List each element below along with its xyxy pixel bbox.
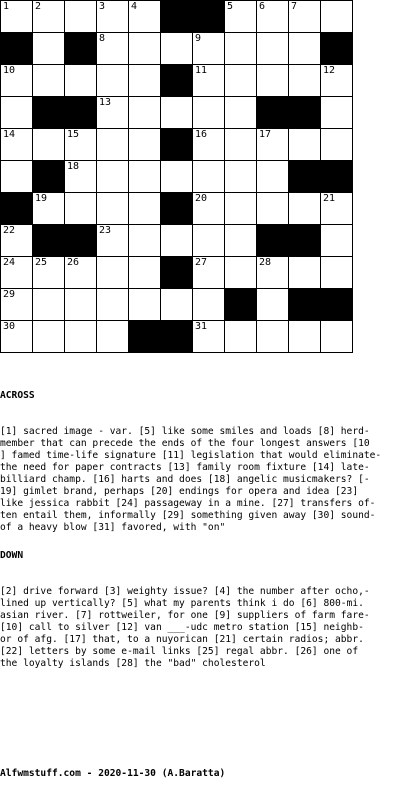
grid-cell[interactable] <box>193 33 225 65</box>
grid-cell[interactable] <box>65 257 97 289</box>
grid-cell[interactable] <box>1 1 33 33</box>
grid-cell[interactable] <box>65 161 97 193</box>
down-clue-line: [22] letters by some e-mail links [25] regal abbr. [26] one of <box>0 646 359 657</box>
grid-cell[interactable] <box>1 129 33 161</box>
grid-cell[interactable] <box>225 193 257 225</box>
across-clue-line: ] famed time-life signature [11] legislation that would eliminate- <box>0 450 382 461</box>
grid-cell[interactable] <box>193 257 225 289</box>
clue-number: 19 <box>35 193 48 204</box>
grid-cell[interactable] <box>321 321 353 353</box>
grid-cell[interactable] <box>65 65 97 97</box>
grid-cell[interactable] <box>129 97 161 129</box>
clue-number: 4 <box>131 1 138 12</box>
grid-cell[interactable] <box>289 257 321 289</box>
black-square <box>321 161 353 193</box>
grid-cell[interactable] <box>193 321 225 353</box>
black-square <box>321 33 353 65</box>
across-clue-line: like jessica rabbit [24] passageway in a mine. [27] transfers of- <box>0 498 376 509</box>
clue-number: 24 <box>3 257 16 268</box>
grid-cell[interactable] <box>257 321 289 353</box>
grid-cell[interactable] <box>257 161 289 193</box>
black-square <box>33 225 65 257</box>
grid-cell[interactable] <box>65 289 97 321</box>
black-square <box>193 1 225 33</box>
grid-row <box>1 1 353 33</box>
grid-cell[interactable] <box>193 289 225 321</box>
black-square <box>161 129 193 161</box>
grid-cell[interactable] <box>129 1 161 33</box>
clue-number: 30 <box>3 321 16 332</box>
clue-number: 29 <box>3 289 16 300</box>
grid-cell[interactable] <box>1 289 33 321</box>
grid-cell[interactable] <box>161 97 193 129</box>
grid-cell[interactable] <box>33 321 65 353</box>
grid-cell[interactable] <box>289 65 321 97</box>
grid-cell[interactable] <box>257 257 289 289</box>
grid-cell[interactable] <box>257 1 289 33</box>
grid-cell[interactable] <box>129 33 161 65</box>
grid-cell[interactable] <box>33 289 65 321</box>
grid-cell[interactable] <box>129 161 161 193</box>
black-square <box>257 97 289 129</box>
grid-row <box>1 129 353 161</box>
clue-number: 11 <box>195 65 208 76</box>
grid-cell[interactable] <box>97 97 129 129</box>
across-clue-line: ten entail them, informally [29] something given away [30] sound- <box>0 510 376 521</box>
grid-row <box>1 97 353 129</box>
black-square <box>225 289 257 321</box>
clue-number: 18 <box>67 161 80 172</box>
across-clue-line: of a heavy blow [31] favored, with "on" <box>0 522 226 533</box>
clue-number: 27 <box>195 257 208 268</box>
across-clue-line: the need for paper contracts [13] family room fixture [14] late- <box>0 462 370 473</box>
clue-number: 17 <box>259 129 272 140</box>
grid-cell[interactable] <box>257 289 289 321</box>
clue-number: 28 <box>259 257 272 268</box>
down-clue-line: or of afg. [17] that, to a nuyorican [21] certain radios; abbr. <box>0 634 364 645</box>
black-square <box>33 161 65 193</box>
clue-number: 13 <box>99 97 112 108</box>
grid-cell[interactable] <box>129 65 161 97</box>
clue-number: 15 <box>67 129 80 140</box>
grid-cell[interactable] <box>193 129 225 161</box>
grid-cell[interactable] <box>161 33 193 65</box>
grid-cell[interactable] <box>97 225 129 257</box>
footer-credit: Alfwmstuff.com - 2020-11-30 (A.Baratta) <box>0 768 226 779</box>
down-clue-line: lined up vertically? [5] what my parents think i do [6] 800-mi. <box>0 598 364 609</box>
clue-number: 3 <box>99 1 106 12</box>
grid-cell[interactable] <box>193 65 225 97</box>
grid-cell[interactable] <box>321 65 353 97</box>
grid-cell[interactable] <box>65 1 97 33</box>
clue-number: 2 <box>35 1 42 12</box>
clue-number: 12 <box>323 65 336 76</box>
grid-cell[interactable] <box>225 257 257 289</box>
grid-cell[interactable] <box>97 129 129 161</box>
grid-cell[interactable] <box>97 1 129 33</box>
grid-cell[interactable] <box>97 161 129 193</box>
across-clue-line: billiard champ. [16] harts and does [18] angelic musicmakers? [- <box>0 474 370 485</box>
grid-cell[interactable] <box>129 225 161 257</box>
across-clue-line: [1] sacred image - var. [5] like some smiles and loads [8] herd- <box>0 426 370 437</box>
black-square <box>161 65 193 97</box>
grid-cell[interactable] <box>225 225 257 257</box>
grid-cell[interactable] <box>321 97 353 129</box>
grid-row <box>1 161 353 193</box>
grid-cell[interactable] <box>33 193 65 225</box>
grid-cell[interactable] <box>161 161 193 193</box>
black-square <box>161 193 193 225</box>
grid-cell[interactable] <box>129 129 161 161</box>
grid-cell[interactable] <box>97 193 129 225</box>
grid-cell[interactable] <box>1 97 33 129</box>
grid-cell[interactable] <box>97 289 129 321</box>
grid-cell[interactable] <box>225 33 257 65</box>
grid-cell[interactable] <box>65 129 97 161</box>
black-square <box>129 321 161 353</box>
down-clue-line: the loyalty islands [28] the "bad" cholesterol <box>0 658 266 669</box>
grid-cell[interactable] <box>161 225 193 257</box>
clue-number: 8 <box>99 33 106 44</box>
black-square <box>161 1 193 33</box>
grid-cell[interactable] <box>225 161 257 193</box>
black-square <box>1 33 33 65</box>
grid-cell[interactable] <box>1 225 33 257</box>
black-square <box>289 225 321 257</box>
black-square <box>289 97 321 129</box>
clue-number: 31 <box>195 321 208 332</box>
clue-number: 6 <box>259 1 266 12</box>
grid-cell[interactable] <box>289 33 321 65</box>
grid-cell[interactable] <box>225 1 257 33</box>
grid-cell[interactable] <box>193 161 225 193</box>
down-clue-line: [10] call to silver [12] van ___-udc metro station [15] neighb- <box>0 622 364 633</box>
grid-cell[interactable] <box>321 193 353 225</box>
grid-row <box>1 257 353 289</box>
grid-cell[interactable] <box>33 33 65 65</box>
black-square <box>65 97 97 129</box>
grid-cell[interactable] <box>225 65 257 97</box>
across-clue-line: member that can precede the ends of the four longest answers [10 <box>0 438 370 449</box>
grid-cell[interactable] <box>129 193 161 225</box>
grid-cell[interactable] <box>161 289 193 321</box>
grid-cell[interactable] <box>193 97 225 129</box>
grid-cell[interactable] <box>289 193 321 225</box>
grid-cell[interactable] <box>33 1 65 33</box>
grid-row <box>1 33 353 65</box>
grid-row <box>1 225 353 257</box>
down-heading: DOWN <box>0 550 24 561</box>
grid-cell[interactable] <box>321 257 353 289</box>
grid-cell[interactable] <box>257 33 289 65</box>
grid-cell[interactable] <box>97 257 129 289</box>
black-square <box>289 289 321 321</box>
clue-number: 26 <box>67 257 80 268</box>
clue-number: 9 <box>195 33 202 44</box>
clue-number: 21 <box>323 193 336 204</box>
clue-number: 20 <box>195 193 208 204</box>
grid-cell[interactable] <box>65 321 97 353</box>
grid-cell[interactable] <box>225 97 257 129</box>
grid-cell[interactable] <box>65 193 97 225</box>
grid-cell[interactable] <box>33 129 65 161</box>
clue-number: 25 <box>35 257 48 268</box>
grid-cell[interactable] <box>1 161 33 193</box>
grid-cell[interactable] <box>257 65 289 97</box>
grid-cell[interactable] <box>129 257 161 289</box>
grid-cell[interactable] <box>1 257 33 289</box>
grid-cell[interactable] <box>225 321 257 353</box>
down-clues <box>0 526 398 682</box>
grid-cell[interactable] <box>97 65 129 97</box>
grid-cell[interactable] <box>97 321 129 353</box>
black-square <box>161 257 193 289</box>
grid-row <box>1 321 353 353</box>
grid-cell[interactable] <box>289 1 321 33</box>
grid-cell[interactable] <box>321 129 353 161</box>
clue-number: 14 <box>3 129 16 140</box>
black-square <box>1 193 33 225</box>
grid-cell[interactable] <box>193 193 225 225</box>
grid-cell[interactable] <box>33 257 65 289</box>
clue-number: 7 <box>291 1 298 12</box>
across-clues <box>0 366 398 546</box>
grid-cell[interactable] <box>321 225 353 257</box>
clue-number: 5 <box>227 1 234 12</box>
black-square <box>161 321 193 353</box>
grid-row <box>1 289 353 321</box>
black-square <box>257 225 289 257</box>
black-square <box>33 97 65 129</box>
across-clue-line: 19] gimlet brand, perhaps [20] endings for opera and idea [23] <box>0 486 359 497</box>
clue-number: 1 <box>3 1 10 12</box>
grid-cell[interactable] <box>225 129 257 161</box>
grid-cell[interactable] <box>33 65 65 97</box>
grid-cell[interactable] <box>1 65 33 97</box>
clue-number: 16 <box>195 129 208 140</box>
down-clue-line: asian river. [7] rottweiler, for one [9] suppliers of farm fare- <box>0 610 370 621</box>
grid-cell[interactable] <box>193 225 225 257</box>
black-square <box>65 225 97 257</box>
across-heading: ACROSS <box>0 390 35 401</box>
grid-cell[interactable] <box>257 129 289 161</box>
grid-cell[interactable] <box>1 321 33 353</box>
grid-cell[interactable] <box>289 129 321 161</box>
clue-number: 22 <box>3 225 16 236</box>
grid-cell[interactable] <box>129 289 161 321</box>
black-square <box>65 33 97 65</box>
black-square <box>289 161 321 193</box>
crossword-grid <box>0 0 353 353</box>
grid-row <box>1 65 353 97</box>
black-square <box>321 289 353 321</box>
grid-cell[interactable] <box>97 33 129 65</box>
grid-row <box>1 193 353 225</box>
grid-cell[interactable] <box>257 193 289 225</box>
grid-cell[interactable] <box>289 321 321 353</box>
grid-cell[interactable] <box>321 1 353 33</box>
clue-number: 10 <box>3 65 16 76</box>
clue-number: 23 <box>99 225 112 236</box>
down-clue-line: [2] drive forward [3] weighty issue? [4] the number after ocho,- <box>0 586 370 597</box>
